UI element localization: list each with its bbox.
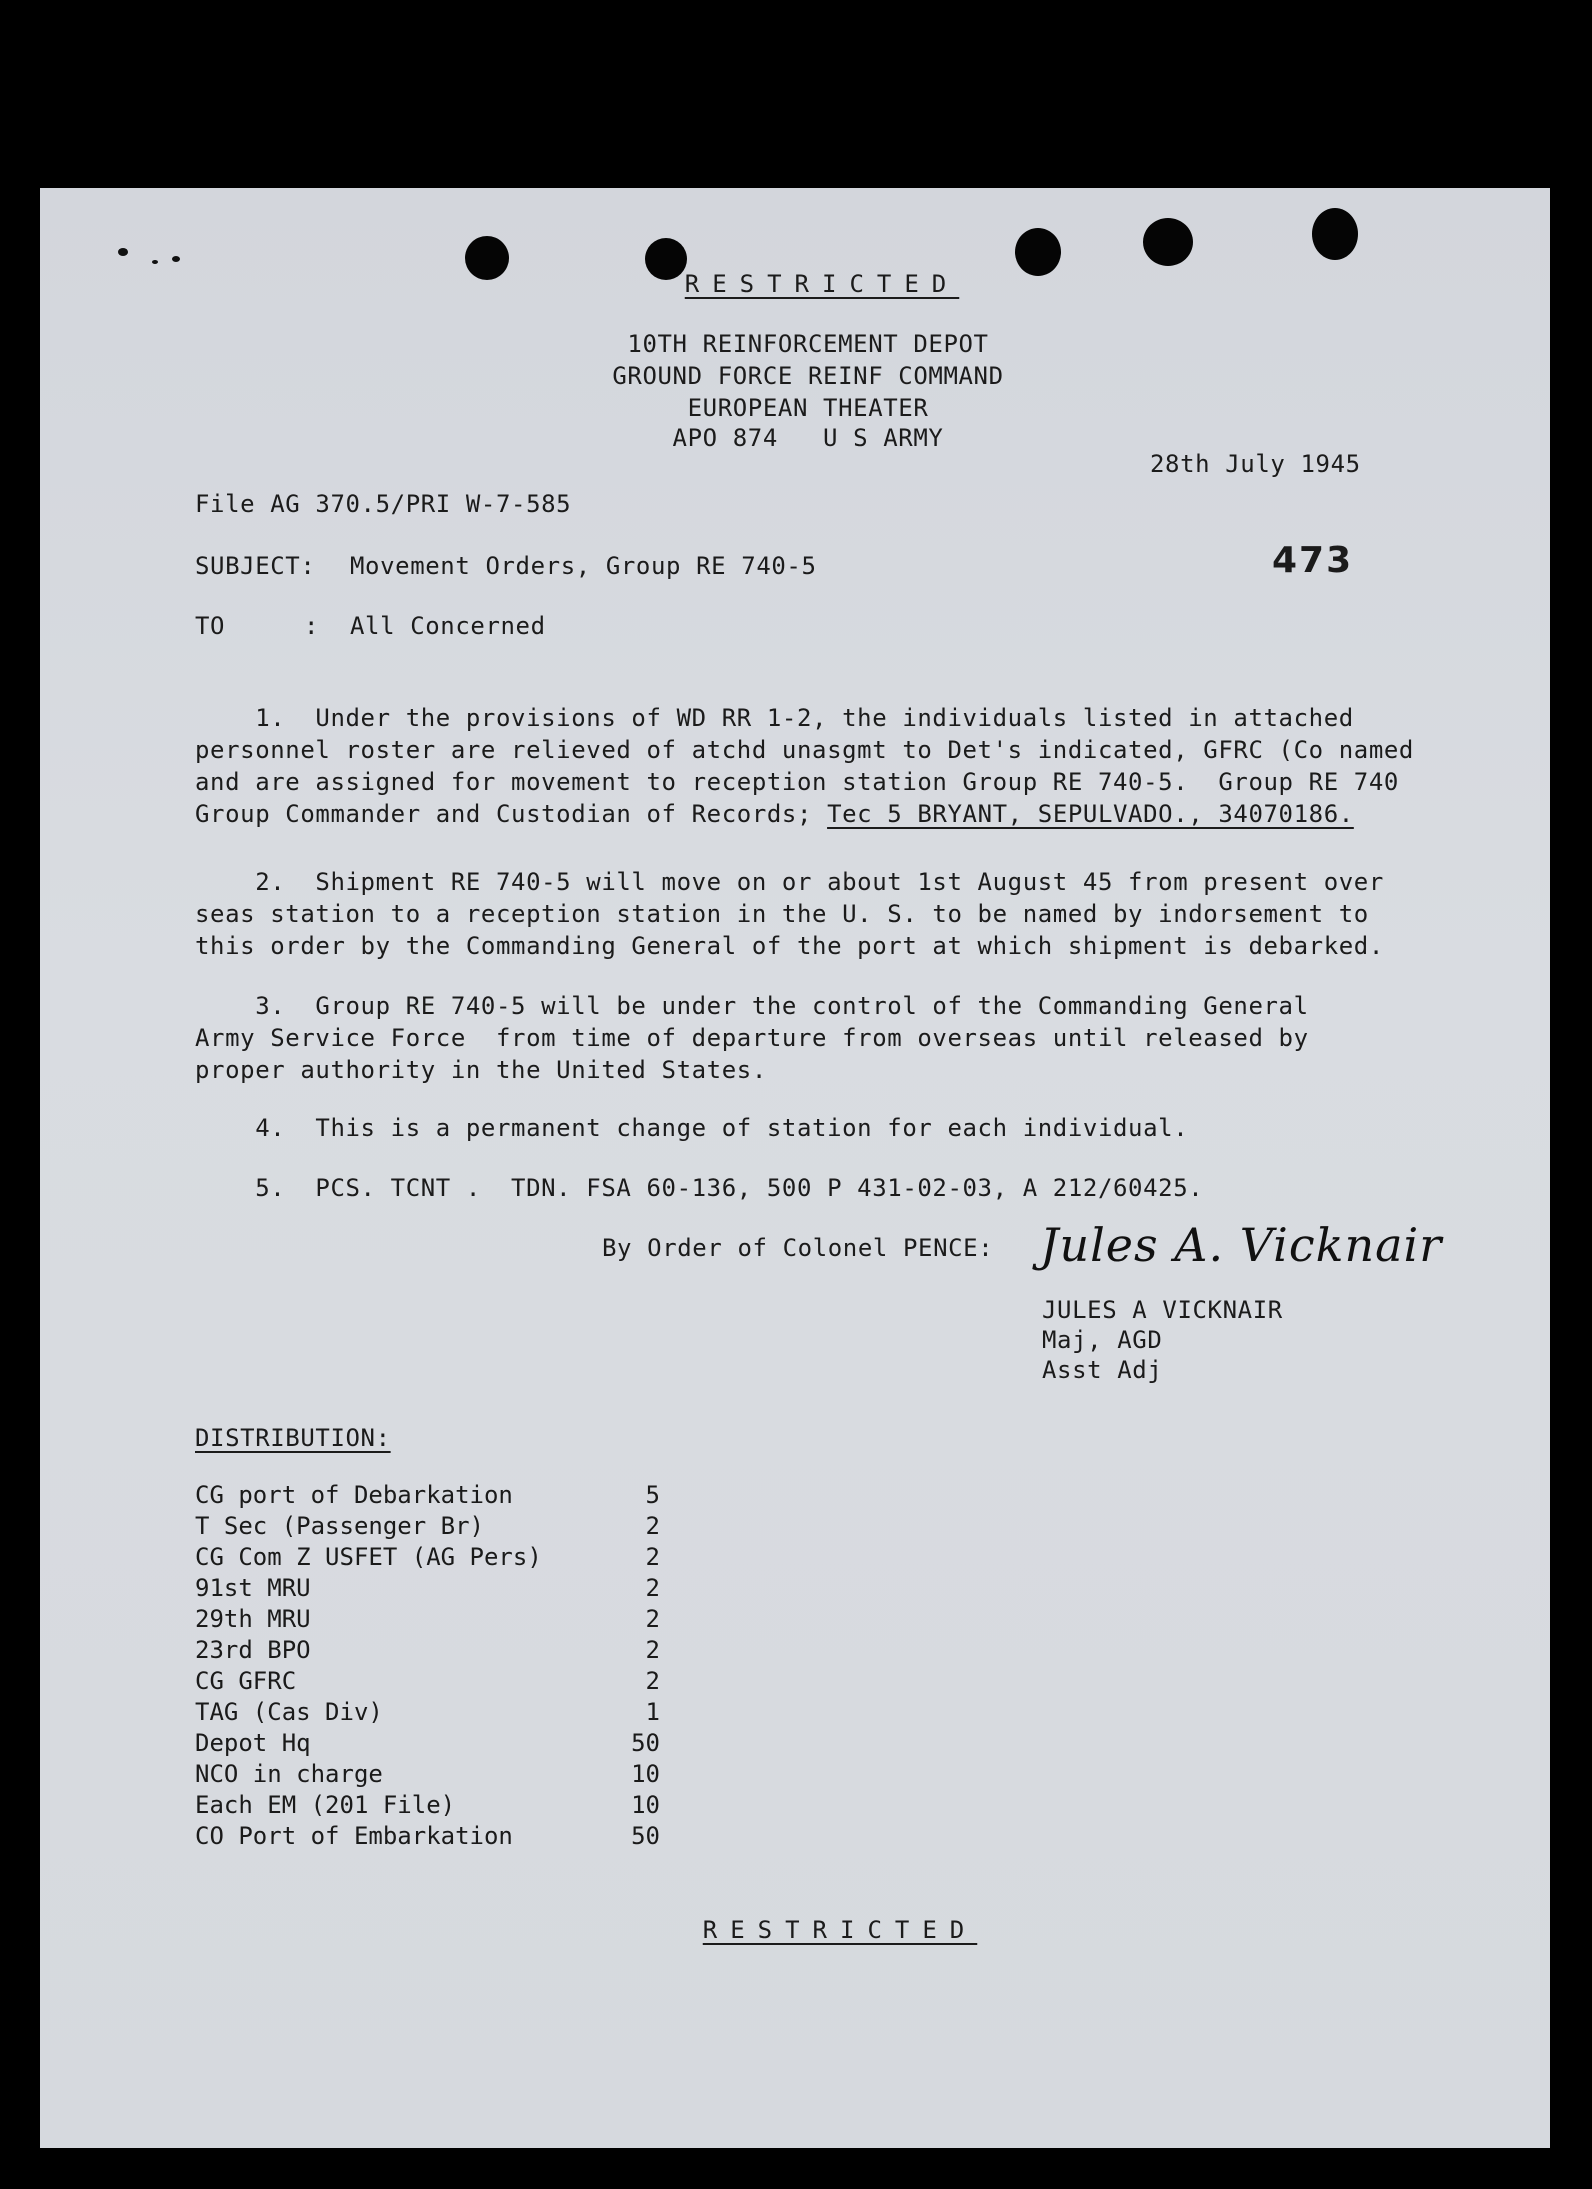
distribution-item-name: TAG (Cas Div) [195,1698,383,1726]
to-text: All Concerned [350,612,546,640]
paragraph-3-line: Army Service Force from time of departure from overseas until released by [195,1024,1309,1052]
distribution-item-count: 5 [645,1481,660,1509]
unit-line-3: EUROPEAN THEATER [687,394,929,422]
distribution-item-count: 2 [645,1667,660,1695]
distribution-item-name: 23rd BPO [195,1636,311,1664]
distribution-item-count: 10 [631,1791,660,1819]
signer-rank: Maj, AGD [1042,1326,1163,1354]
distribution-item-name: NCO in charge [195,1760,383,1788]
distribution-item-count: 50 [631,1729,660,1757]
unit-line-4: APO 874 U S ARMY [672,424,944,452]
distribution-item-name: 91st MRU [195,1574,311,1602]
unit-line-2: GROUND FORCE REINF COMMAND [612,362,1004,390]
ink-speck [172,256,180,262]
signer-name: JULES A VICKNAIR [1042,1296,1283,1324]
custodian-name: Tec 5 BRYANT, SEPULVADO., 34070186. [827,800,1354,828]
classification-footer: RESTRICTED [702,1916,978,1944]
punch-hole [1015,228,1061,276]
paragraph-5: 5. PCS. TCNT . TDN. FSA 60-136, 500 P 431-02-03, A 212/60425. [195,1174,1204,1202]
distribution-item-count: 2 [645,1574,660,1602]
distribution-item-count: 10 [631,1760,660,1788]
paragraph-2-line: this order by the Commanding General of the port at which shipment is debarked. [195,932,1384,960]
document-date: 28th July 1945 [1150,450,1361,478]
punch-hole [465,236,509,280]
paragraph-2-line: 2. Shipment RE 740-5 will move on or about 1st August 45 from present over [195,868,1384,896]
order-number: 473 [1272,540,1354,581]
to-label: TO [195,612,226,640]
distribution-item-count: 2 [645,1543,660,1571]
document-page [40,188,1550,2148]
distribution-item-name: CO Port of Embarkation [195,1822,513,1850]
distribution-item-count: 2 [645,1605,660,1633]
paragraph-3-line: proper authority in the United States. [195,1056,767,1084]
paragraph-1-line: and are assigned for movement to reception station Group RE 740-5. Group RE 740 [195,768,1399,796]
signer-title: Asst Adj [1042,1356,1163,1384]
distribution-item-name: 29th MRU [195,1605,311,1633]
punch-hole [1143,218,1193,266]
paragraph-1-line [195,800,1354,828]
distribution-item-count: 1 [645,1698,660,1726]
paragraph-3-line: 3. Group RE 740-5 will be under the control of the Commanding General [195,992,1309,1020]
distribution-item-name: CG port of Debarkation [195,1481,513,1509]
to-separator: : [304,612,320,640]
punch-hole [645,238,687,280]
distribution-item-count: 2 [645,1636,660,1664]
classification-header: RESTRICTED [684,270,960,298]
distribution-item-name: CG Com Z USFET (AG Pers) [195,1543,542,1571]
distribution-item-name: Depot Hq [195,1729,311,1757]
paragraph-2-line: seas station to a reception station in the U. S. to be named by indorsement to [195,900,1369,928]
file-reference: File AG 370.5/PRI W-7-585 [195,490,572,518]
distribution-item-count: 50 [631,1822,660,1850]
subject-label: SUBJECT: [195,552,316,580]
paragraph-4: 4. This is a permanent change of station for each individual. [195,1114,1189,1142]
distribution-heading: DISTRIBUTION: [195,1424,391,1452]
handwritten-signature: Jules A. Vicknair [1040,1218,1443,1272]
distribution-item-name: Each EM (201 File) [195,1791,456,1819]
paragraph-1-line: personnel roster are relieved of atchd unasgmt to Det's indicated, GFRC (Co named [195,736,1414,764]
by-order-line: By Order of Colonel PENCE: [602,1234,994,1262]
distribution-item-count: 2 [645,1512,660,1540]
custodian-text: Group Commander and Custodian of Records; [195,800,828,828]
ink-speck [152,260,158,264]
unit-line-1: 10TH REINFORCEMENT DEPOT [627,330,989,358]
distribution-item-name: CG GFRC [195,1667,297,1695]
punch-hole [1312,208,1358,260]
distribution-item-name: T Sec (Passenger Br) [195,1512,484,1540]
subject-text: Movement Orders, Group RE 740-5 [350,552,817,580]
paragraph-1-line: 1. Under the provisions of WD RR 1-2, the individuals listed in attached [195,704,1354,732]
ink-speck [118,248,128,256]
